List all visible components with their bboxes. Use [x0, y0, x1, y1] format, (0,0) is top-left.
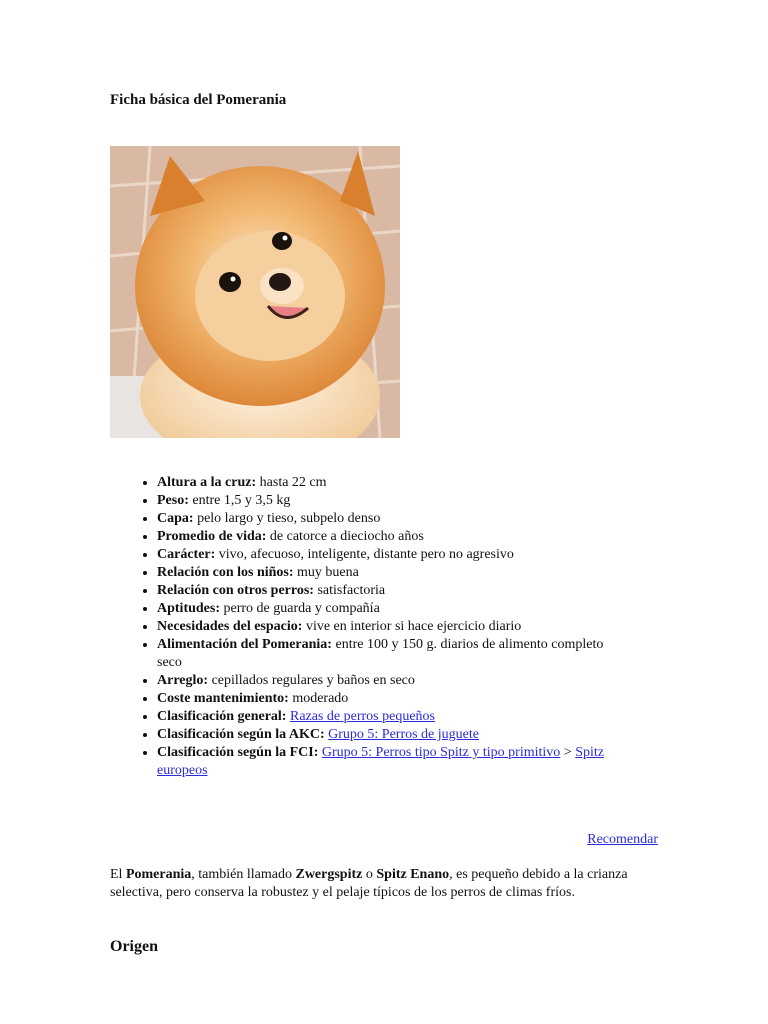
intro-paragraph: El Pomerania, también llamado Zwergspitz o Spitz Enano, es pequeño debido a la crianza selectiva, pero conserva la robustez y el pelaje típicos de los perros de climas fríos. — [110, 867, 628, 900]
link-grupo5-juguete[interactable]: Grupo 5: Perros de juguete — [328, 727, 479, 742]
recommend-link[interactable]: Recomendar — [587, 832, 658, 847]
list-item: • Arreglo: cepillados regulares y baños en seco — [157, 672, 611, 690]
classification-general: • Clasificación general: Razas de perros pequeños — [157, 708, 611, 726]
list-item: • Promedio de vida: de catorce a dieciocho años — [157, 528, 611, 546]
section-heading-origin: Origen — [110, 938, 158, 955]
pomeranian-photo — [110, 146, 400, 438]
list-item: • Altura a la cruz: hasta 22 cm — [157, 474, 611, 492]
list-item: • Relación con los niños: muy buena — [157, 564, 611, 582]
list-item: • Relación con otros perros: satisfactoria — [157, 582, 611, 600]
list-item: • Alimentación del Pomerania: entre 100 y 150 g. diarios de alimento completo seco — [157, 636, 611, 672]
link-grupo5-spitz[interactable]: Grupo 5: Perros tipo Spitz y tipo primitivo — [321, 745, 561, 760]
page-title: Ficha básica del Pomerania — [110, 92, 287, 108]
classification-fci: • Clasificación según la FCI: Grupo 5: Perros tipo Spitz y tipo primitivo > Spitz europeos — [157, 744, 611, 780]
list-item: • Peso: entre 1,5 y 3,5 kg — [157, 492, 611, 510]
list-item: • Carácter: vivo, afecuoso, inteligente, distante pero no agresivo — [157, 546, 611, 564]
list-item: • Coste mantenimiento: moderado — [157, 690, 611, 708]
list-item: • Aptitudes: perro de guarda y compañía — [157, 600, 611, 618]
link-razas-pequenos[interactable]: Razas de perros pequeños — [289, 709, 435, 724]
list-item: • Necesidades del espacio: vive en interior si hace ejercicio diario — [157, 618, 611, 636]
list-item: • Capa: pelo largo y tieso, subpelo denso — [157, 510, 611, 528]
link-spitz-europeos[interactable]: Spitz europeos — [157, 745, 604, 778]
facts-list — [110, 474, 611, 780]
classification-akc: • Clasificación según la AKC: Grupo 5: Perros de juguete — [157, 726, 611, 744]
